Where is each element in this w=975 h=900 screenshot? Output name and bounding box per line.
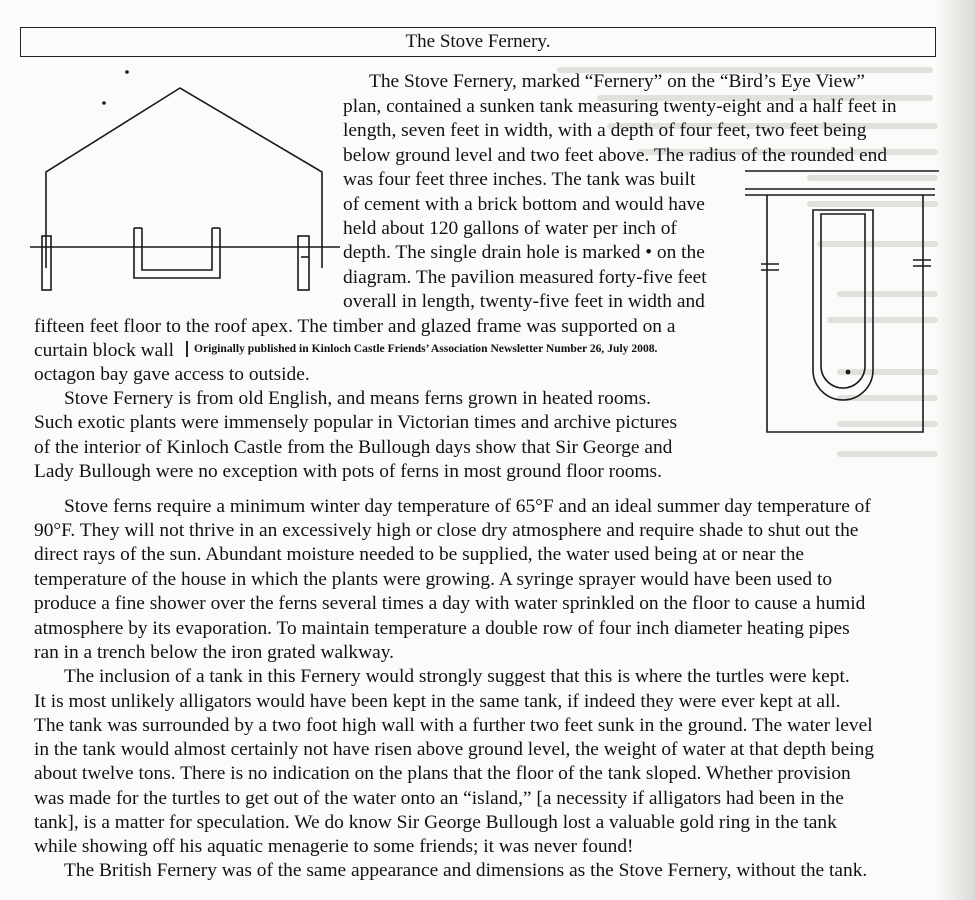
text-line: Stove Fernery is from old English, and means ferns grown in heated rooms.	[64, 388, 651, 409]
text-line: below ground level and two feet above. The radius of the rounded end	[343, 145, 888, 166]
text-line: fifteen feet floor to the roof apex. The timber and glazed frame was supported on a	[34, 316, 676, 337]
publication-note: Originally published in Kinloch Castle Friends’ Association Newsletter Number 26, July 2008.	[194, 342, 658, 355]
text-line: produce a fine shower over the ferns several times a day with water sprinkled on the floor to cause a humid	[34, 593, 866, 614]
text-line: 90°F. They will not thrive in an excessively high or close dry atmosphere and require shade to shut out the	[34, 520, 859, 541]
text-line: depth. The single drain hole is marked • on the	[343, 242, 705, 263]
page-title: The Stove Fernery.	[20, 27, 936, 57]
text-cursor-mark	[186, 341, 188, 357]
text-line: temperature of the house in which the plants were growing. A syringe sprayer would have been used to	[34, 569, 833, 590]
text-line: The tank was surrounded by a two foot high wall with a further two feet sunk in the ground. The water level	[34, 715, 873, 736]
text-line: atmosphere by its evaporation. To maintain temperature a double row of four inch diameter heating pipes	[34, 618, 850, 639]
text-line: while showing off his aquatic menagerie to some friends; it was never found!	[34, 836, 634, 857]
text-line: plan, contained a sunken tank measuring twenty-eight and a half feet in	[343, 96, 897, 117]
text-line: of cement with a brick bottom and would have	[343, 194, 705, 215]
text-line: was made for the turtles to get out of the water onto an “island,” [a necessity if alligators had been in the	[34, 788, 844, 809]
text-line: diagram. The pavilion measured forty-five feet	[343, 267, 707, 288]
text-line: ran in a trench below the iron grated walkway.	[34, 642, 395, 663]
text-line: It is most unlikely alligators would have been kept in the same tank, if indeed they were ever kept at all.	[34, 691, 841, 712]
text-line: Lady Bullough were no exception with pots of ferns in most ground floor rooms.	[34, 461, 662, 482]
pavilion-cross-section-diagram	[20, 60, 350, 300]
text-line: curtain block wall	[34, 340, 174, 361]
text-line: Such exotic plants were immensely popular in Victorian times and archive pictures	[34, 412, 678, 433]
text-line: Stove ferns require a minimum winter day temperature of 65°F and an ideal summer day temperature of	[64, 496, 871, 517]
text-line: The British Fernery was of the same appearance and dimensions as the Stove Fernery, without the tank.	[64, 860, 868, 881]
text-line: overall in length, twenty-five feet in width and	[343, 291, 705, 312]
text-line: held about 120 gallons of water per inch of	[343, 218, 677, 239]
text-line: The Stove Fernery, marked “Fernery” on the “Bird’s Eye View”	[369, 71, 865, 92]
text-line: in the tank would almost certainly not have risen above ground level, the weight of water at that depth being	[34, 739, 875, 760]
text-line: was four feet three inches. The tank was built	[343, 169, 696, 190]
text-line: direct rays of the sun. Abundant moisture needed to be supplied, the water used being at or near the	[34, 544, 805, 565]
tank-plan-diagram	[745, 162, 945, 452]
text-line: octagon bay gave access to outside.	[34, 364, 310, 385]
text-line: about twelve tons. There is no indication on the plans that the floor of the tank sloped. Whether provision	[34, 763, 851, 784]
drain-hole-marker	[846, 370, 851, 375]
text-line: of the interior of Kinloch Castle from the Bullough days show that Sir George and	[34, 437, 673, 458]
text-line: tank], is a matter for speculation. We do know Sir George Bullough lost a valuable gold ring in the tank	[34, 812, 837, 833]
text-line: The inclusion of a tank in this Fernery would strongly suggest that this is where the turtles were kept.	[64, 666, 850, 687]
text-line: length, seven feet in width, with a depth of four feet, two feet being	[343, 120, 867, 141]
